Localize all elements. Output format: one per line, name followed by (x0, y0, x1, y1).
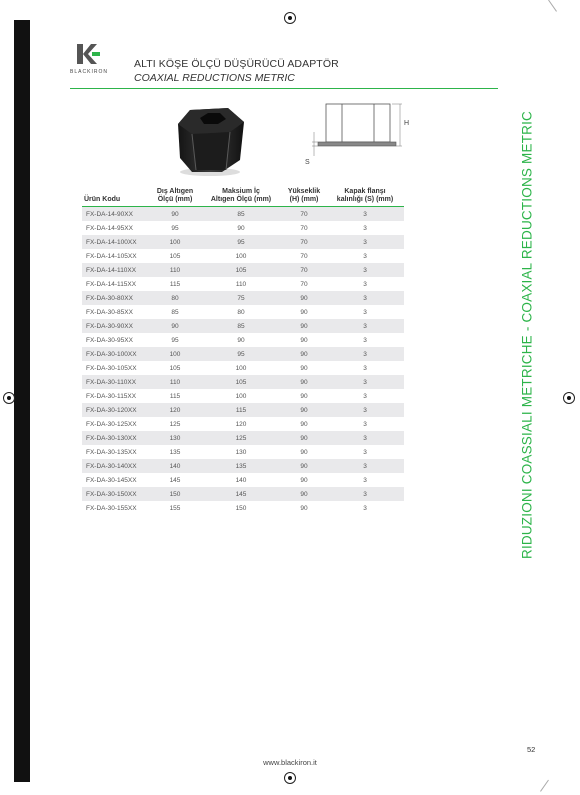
cell-outer-hex: 155 (169, 504, 181, 512)
table-row (82, 417, 404, 431)
table-row (82, 487, 404, 501)
cell-outer-hex: 125 (169, 420, 181, 428)
cell-height: 90 (300, 420, 308, 428)
cell-flange: 3 (363, 266, 367, 274)
cell-height: 70 (300, 210, 308, 218)
cell-outer-hex: 105 (169, 252, 181, 260)
cell-code: FX-DA-30-100XX (86, 350, 137, 358)
cell-height: 90 (300, 504, 308, 512)
cell-outer-hex: 130 (169, 434, 181, 442)
crop-mark-top-right (548, 0, 557, 12)
table-row (82, 319, 404, 333)
table-row (82, 459, 404, 473)
cell-outer-hex: 90 (171, 322, 179, 330)
cell-inner-hex: 125 (235, 434, 247, 442)
cell-flange: 3 (363, 420, 367, 428)
page-title-turkish: ALTI KÖŞE ÖLÇÜ DÜŞÜRÜCÜ ADAPTÖR (134, 58, 339, 70)
cell-height: 90 (300, 294, 308, 302)
cell-flange: 3 (363, 434, 367, 442)
cell-flange: 3 (363, 462, 367, 470)
dimension-label-s: S (305, 159, 310, 166)
cell-outer-hex: 120 (169, 406, 181, 414)
table-row (82, 249, 404, 263)
cell-outer-hex: 80 (171, 294, 179, 302)
cell-inner-hex: 105 (235, 378, 247, 386)
table-row (82, 501, 404, 515)
cell-inner-hex: 100 (235, 392, 247, 400)
cell-code: FX-DA-14-110XX (86, 266, 137, 274)
cell-flange: 3 (363, 378, 367, 386)
cell-flange: 3 (363, 392, 367, 400)
cell-flange: 3 (363, 322, 367, 330)
cell-outer-hex: 95 (171, 336, 179, 344)
cell-height: 90 (300, 434, 308, 442)
cell-height: 90 (300, 308, 308, 316)
dimension-label-h: H (404, 120, 410, 127)
cell-outer-hex: 105 (169, 364, 181, 372)
cell-code: FX-DA-14-100XX (86, 238, 137, 246)
cell-height: 90 (300, 448, 308, 456)
cell-outer-hex: 90 (171, 210, 179, 218)
table-row (82, 473, 404, 487)
cell-height: 70 (300, 224, 308, 232)
cell-inner-hex: 120 (235, 420, 247, 428)
cell-code: FX-DA-30-125XX (86, 420, 137, 428)
vertical-section-title-text: RIDUZIONI COASSIALI METRICHE - COAXIAL REDUCTIONS METRIC (519, 111, 535, 559)
table-body (82, 207, 404, 515)
cell-inner-hex: 85 (237, 210, 245, 218)
product-photo (170, 98, 252, 183)
cell-inner-hex: 100 (235, 252, 247, 260)
registration-mark-right (563, 392, 575, 404)
cell-code: FX-DA-14-115XX (86, 280, 137, 288)
cell-height: 90 (300, 490, 308, 498)
cell-flange: 3 (363, 350, 367, 358)
cell-code: FX-DA-30-140XX (86, 462, 137, 470)
cell-code: FX-DA-30-150XX (86, 490, 137, 498)
vertical-section-title (515, 75, 539, 595)
cell-flange: 3 (363, 364, 367, 372)
cell-inner-hex: 135 (235, 462, 247, 470)
cell-flange: 3 (363, 504, 367, 512)
cell-code: FX-DA-30-95XX (86, 336, 133, 344)
header-outer-hex: Dış Altıgen Ölçü (mm) (156, 188, 194, 203)
page-title-english: COAXIAL REDUCTIONS METRIC (134, 72, 295, 84)
registration-mark-top (284, 12, 296, 24)
cell-inner-hex: 95 (237, 350, 245, 358)
table-row (82, 375, 404, 389)
cell-code: FX-DA-30-135XX (86, 448, 137, 456)
table-row (82, 263, 404, 277)
cell-inner-hex: 130 (235, 448, 247, 456)
brand-name: BLACKIRON (70, 69, 108, 75)
cell-outer-hex: 145 (169, 476, 181, 484)
table-row (82, 221, 404, 235)
cell-outer-hex: 135 (169, 448, 181, 456)
table-row (82, 445, 404, 459)
cell-outer-hex: 150 (169, 490, 181, 498)
cell-height: 90 (300, 350, 308, 358)
cell-outer-hex: 95 (171, 224, 179, 232)
cell-code: FX-DA-30-85XX (86, 308, 133, 316)
cell-inner-hex: 110 (235, 280, 247, 288)
cell-height: 70 (300, 252, 308, 260)
cell-flange: 3 (363, 294, 367, 302)
brand-logo (66, 42, 112, 75)
cell-code: FX-DA-30-90XX (86, 322, 133, 330)
cell-height: 70 (300, 238, 308, 246)
cell-outer-hex: 100 (169, 350, 181, 358)
cell-flange: 3 (363, 224, 367, 232)
cell-outer-hex: 115 (169, 392, 181, 400)
cell-code: FX-DA-30-145XX (86, 476, 137, 484)
cell-height: 90 (300, 476, 308, 484)
cell-outer-hex: 110 (169, 266, 181, 274)
cell-inner-hex: 145 (235, 490, 247, 498)
cell-flange: 3 (363, 336, 367, 344)
cell-inner-hex: 150 (235, 504, 247, 512)
cell-inner-hex: 95 (237, 238, 245, 246)
cell-inner-hex: 140 (235, 476, 247, 484)
cell-flange: 3 (363, 280, 367, 288)
cell-code: FX-DA-30-105XX (86, 364, 137, 372)
table-row (82, 305, 404, 319)
cell-flange: 3 (363, 406, 367, 414)
cell-flange: 3 (363, 476, 367, 484)
cell-code: FX-DA-30-155XX (86, 504, 137, 512)
cell-code: FX-DA-14-105XX (86, 252, 137, 260)
cell-inner-hex: 90 (237, 224, 245, 232)
table-row (82, 291, 404, 305)
title-divider (70, 88, 498, 89)
table-row (82, 277, 404, 291)
cell-flange: 3 (363, 490, 367, 498)
cell-outer-hex: 85 (171, 308, 179, 316)
cell-outer-hex: 140 (169, 462, 181, 470)
product-table (82, 183, 404, 515)
technical-drawing (300, 98, 416, 178)
cell-height: 90 (300, 462, 308, 470)
cell-code: FX-DA-30-80XX (86, 294, 133, 302)
cell-code: FX-DA-14-95XX (86, 224, 133, 232)
table-row (82, 207, 404, 221)
registration-mark-left (3, 392, 15, 404)
cell-height: 90 (300, 392, 308, 400)
cell-outer-hex: 100 (169, 238, 181, 246)
brand-logo-mark (75, 42, 103, 66)
header-inner-hex: Maksium İç Altıgen Ölçü (mm) (210, 188, 272, 203)
cell-inner-hex: 85 (237, 322, 245, 330)
table-header (82, 183, 404, 204)
page-number: 52 (527, 745, 536, 754)
header-flange: Kapak flanşı kalınlığı (S) (mm) (336, 188, 394, 203)
cell-flange: 3 (363, 252, 367, 260)
cell-inner-hex: 100 (235, 364, 247, 372)
table-row (82, 431, 404, 445)
cell-inner-hex: 80 (237, 308, 245, 316)
cell-code: FX-DA-30-115XX (86, 392, 137, 400)
cell-code: FX-DA-30-110XX (86, 378, 137, 386)
footer-url: www.blackiron.it (263, 758, 317, 767)
cell-height: 90 (300, 364, 308, 372)
table-row (82, 347, 404, 361)
cell-inner-hex: 105 (235, 266, 247, 274)
cell-code: FX-DA-14-90XX (86, 210, 133, 218)
cell-flange: 3 (363, 210, 367, 218)
header-height: Yükseklik (H) (mm) (287, 188, 321, 203)
cell-outer-hex: 110 (169, 378, 181, 386)
cell-flange: 3 (363, 238, 367, 246)
table-row (82, 361, 404, 375)
cell-flange: 3 (363, 308, 367, 316)
left-edge-bar (14, 20, 30, 782)
cell-height: 90 (300, 378, 308, 386)
cell-inner-hex: 75 (237, 294, 245, 302)
cell-height: 70 (300, 280, 308, 288)
cell-inner-hex: 90 (237, 336, 245, 344)
cell-flange: 3 (363, 448, 367, 456)
cell-outer-hex: 115 (169, 280, 181, 288)
cell-code: FX-DA-30-130XX (86, 434, 137, 442)
table-row (82, 403, 404, 417)
header-code: Ürün Kodu (84, 196, 121, 203)
cell-height: 90 (300, 336, 308, 344)
crop-mark-bottom-right (540, 780, 549, 792)
cell-height: 70 (300, 266, 308, 274)
table-row (82, 235, 404, 249)
table-row (82, 389, 404, 403)
cell-code: FX-DA-30-120XX (86, 406, 137, 414)
cell-height: 90 (300, 406, 308, 414)
cell-height: 90 (300, 322, 308, 330)
registration-mark-bottom (284, 772, 296, 784)
table-row (82, 333, 404, 347)
cell-inner-hex: 115 (235, 406, 247, 414)
